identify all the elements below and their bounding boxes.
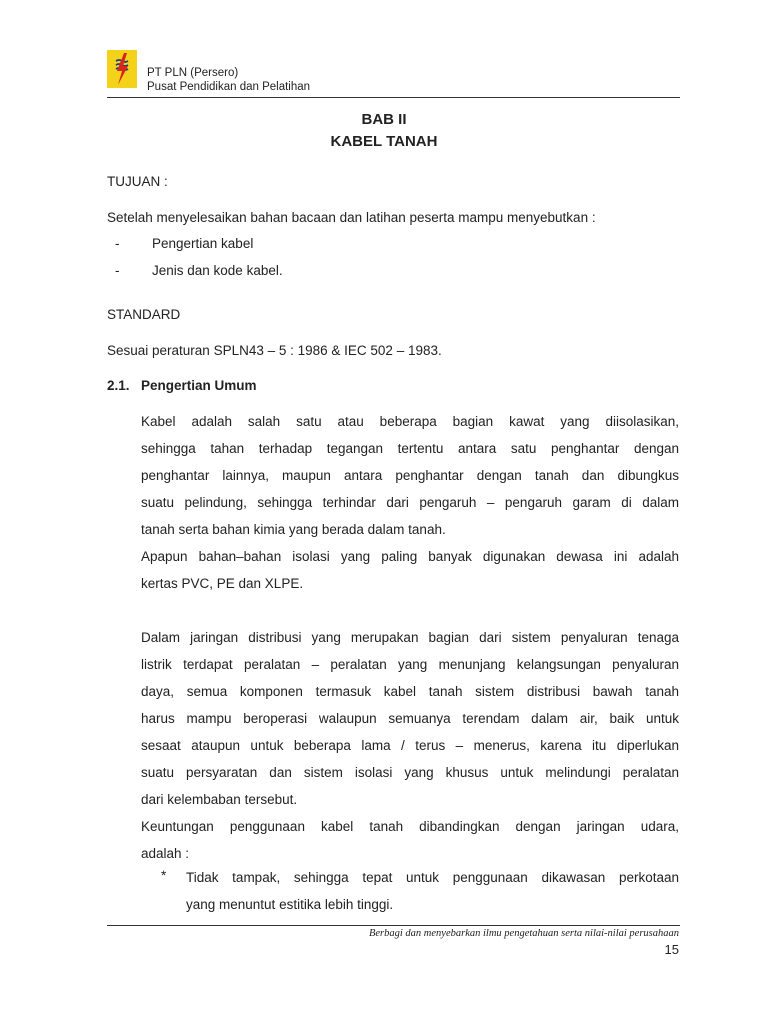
paragraph-line: adalah :	[141, 846, 190, 861]
header-rule	[107, 97, 680, 98]
paragraph-line: penghantar lainnya, maupun antara penghantar dengan tanah dan dibungkus	[141, 468, 679, 483]
paragraph-line: Kabel adalah salah satu atau beberapa bagian kawat yang diisolasikan,	[141, 414, 679, 429]
paragraph-line: Dalam jaringan distribusi yang merupakan bagian dari sistem penyaluran tenaga	[141, 630, 679, 645]
paragraph-line: Apapun bahan–bahan isolasi yang paling banyak digunakan dewasa ini adalah	[141, 549, 679, 564]
paragraph-distribution	[141, 624, 679, 867]
paragraph-line: sehingga tahan terhadap tegangan tertentu antara satu penghantar dengan	[141, 441, 679, 456]
section-title: Pengertian Umum	[141, 378, 257, 393]
section-number: 2.1.	[107, 378, 130, 393]
standard-heading: STANDARD	[107, 307, 181, 322]
footer-rule	[107, 925, 680, 926]
paragraph-line: suatu pelindung, sehingga terhindar dari pengaruh – pengaruh garam di dalam	[141, 495, 679, 510]
paragraph-line: yang menuntut estitika lebih tinggi.	[186, 897, 394, 912]
star-marker: *	[161, 868, 167, 883]
list-marker: -	[115, 236, 120, 251]
standard-text: Sesuai peraturan SPLN43 – 5 : 1986 & IEC 502 – 1983.	[107, 343, 442, 358]
paragraph-line: kertas PVC, PE dan XLPE.	[141, 576, 304, 591]
paragraph-line: tanah serta bahan kimia yang berada dalam tanah.	[141, 522, 446, 537]
paragraph-line: listrik terdapat peralatan – peralatan yang menunjang kelangsungan penyaluran	[141, 657, 679, 672]
tujuan-intro: Setelah menyelesaikan bahan bacaan dan latihan peserta mampu menyebutkan :	[107, 210, 596, 225]
list-item: Jenis dan kode kabel.	[152, 263, 283, 278]
chapter-title: KABEL TANAH	[330, 133, 438, 150]
paragraph-line: Tidak tampak, sehingga tepat untuk penggunaan dikawasan perkotaan	[186, 870, 679, 885]
paragraph-line: daya, semua komponen termasuk kabel tanah sistem distribusi bawah tanah	[141, 684, 679, 699]
org-unit: Pusat Pendidikan dan Pelatihan	[147, 81, 311, 93]
paragraph-line: Keuntungan penggunaan kabel tanah dibandingkan dengan jaringan udara,	[141, 819, 679, 834]
paragraph-definition	[141, 408, 679, 597]
tujuan-heading: TUJUAN :	[107, 174, 168, 189]
page-header	[107, 50, 679, 96]
organization-block	[147, 66, 310, 94]
paragraph-line: harus mampu beroperasi walaupun semuanya terendam dalam air, baik untuk	[141, 711, 679, 726]
paragraph-line: dari kelembaban tersebut.	[141, 792, 298, 807]
footer-motto: Berbagi dan menyebarkan ilmu pengetahuan serta nilai-nilai perusahaan	[368, 928, 679, 939]
list-item: Pengertian kabel	[152, 236, 254, 251]
org-name: PT PLN (Persero)	[147, 67, 239, 79]
chapter-number: BAB II	[361, 111, 407, 128]
pln-lightning-logo-icon	[107, 50, 137, 88]
star-item-text	[186, 864, 679, 918]
list-marker: -	[115, 263, 120, 278]
page-number: 15	[664, 942, 679, 957]
paragraph-line: suatu persyaratan dan sistem isolasi yang khusus untuk melindungi peralatan	[141, 765, 679, 780]
paragraph-line: sesaat ataupun untuk beberapa lama / terus – menerus, karena itu diperlukan	[141, 738, 679, 753]
